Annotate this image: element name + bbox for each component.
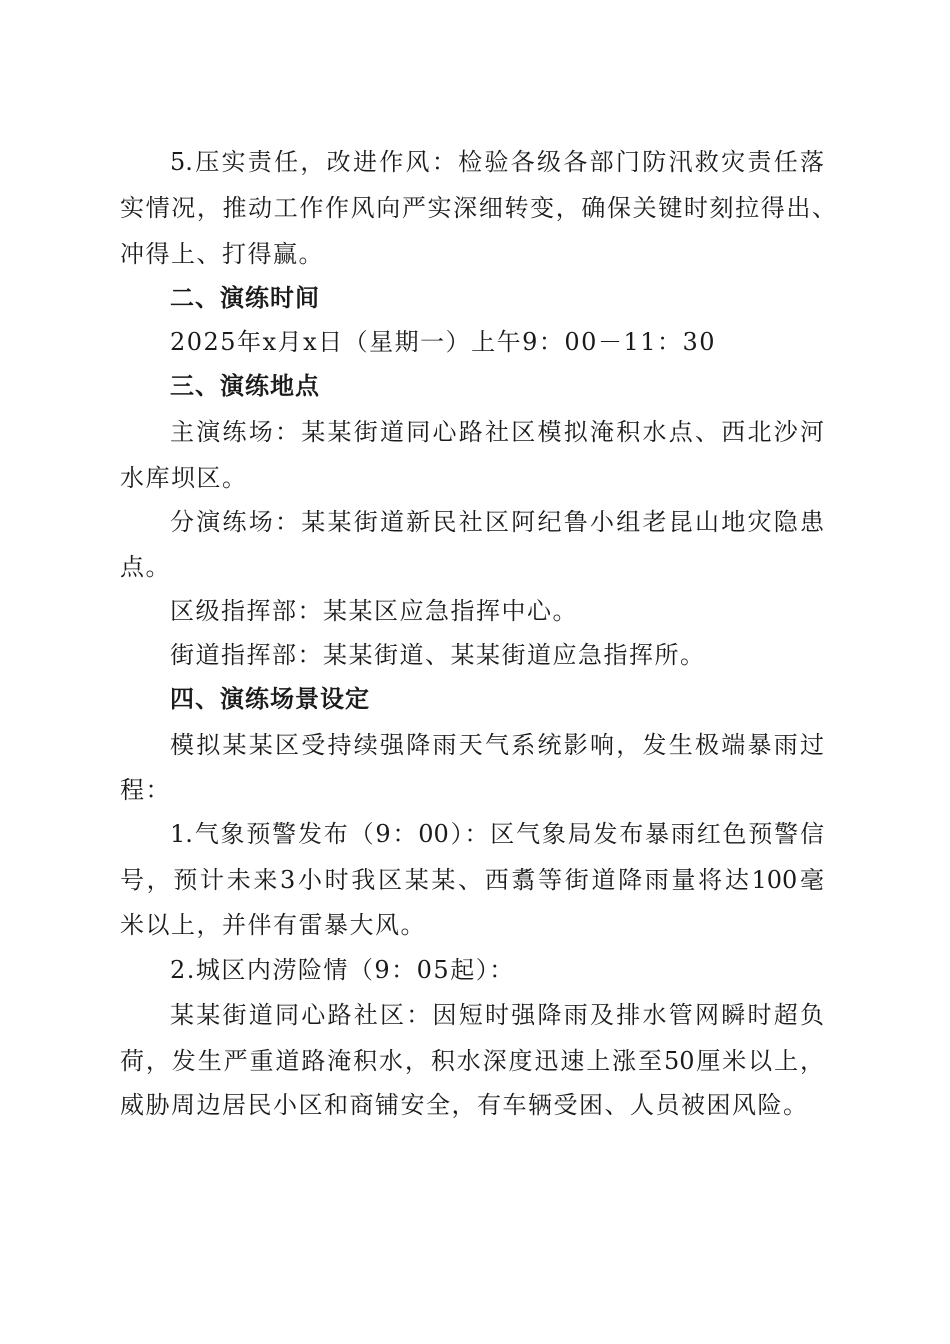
main-site-line1: 主演练场：某某街道同心路社区模拟淹积水点、西北沙河: [170, 418, 824, 446]
item2-heading: 2.城区内涝险情（9：05起）：: [170, 956, 515, 984]
item2-line2: 荷，发生严重道路淹积水，积水深度迅速上涨至50厘米以上，: [120, 1047, 824, 1075]
item1-line2: 号，预计未来3小时我区某某、西翥等街道降雨量将达100毫: [120, 866, 824, 894]
section-heading-location: 三、演练地点: [170, 372, 320, 400]
scenario-intro-line2: 程：: [120, 776, 171, 804]
sub-site-line2: 点。: [120, 553, 171, 581]
item5-line1: 5.压实责任，改进作风：检验各级各部门防汛救灾责任落: [170, 148, 824, 176]
section-heading-time: 二、演练时间: [170, 284, 320, 312]
item2-line3: 威胁周边居民小区和商铺安全，有车辆受困、人员被困风险。: [120, 1091, 809, 1119]
scenario-intro-line1: 模拟某某区受持续强降雨天气系统影响，发生极端暴雨过: [170, 731, 824, 759]
section-heading-scenario: 四、演练场景设定: [170, 685, 370, 713]
item2-line1: 某某街道同心路社区：因短时强降雨及排水管网瞬时超负: [170, 1001, 824, 1029]
district-hq: 区级指挥部：某某区应急指挥中心。: [170, 597, 578, 625]
main-site-line2: 水库坝区。: [120, 464, 248, 492]
street-hq: 街道指挥部：某某街道、某某街道应急指挥所。: [170, 641, 706, 669]
drill-time: 2025年x月x日（星期一）上午9：00－11：30: [170, 328, 717, 356]
item5-line2: 实情况，推动工作作风向严实深细转变，确保关键时刻拉得出、: [120, 194, 836, 222]
item1-line3: 米以上，并伴有雷暴大风。: [120, 911, 426, 939]
sub-site-line1: 分演练场：某某街道新民社区阿纪鲁小组老昆山地灾隐患: [170, 508, 824, 536]
item1-line1: 1.气象预警发布（9：00）：区气象局发布暴雨红色预警信: [170, 820, 824, 848]
item5-line3: 冲得上、打得赢。: [120, 240, 324, 268]
